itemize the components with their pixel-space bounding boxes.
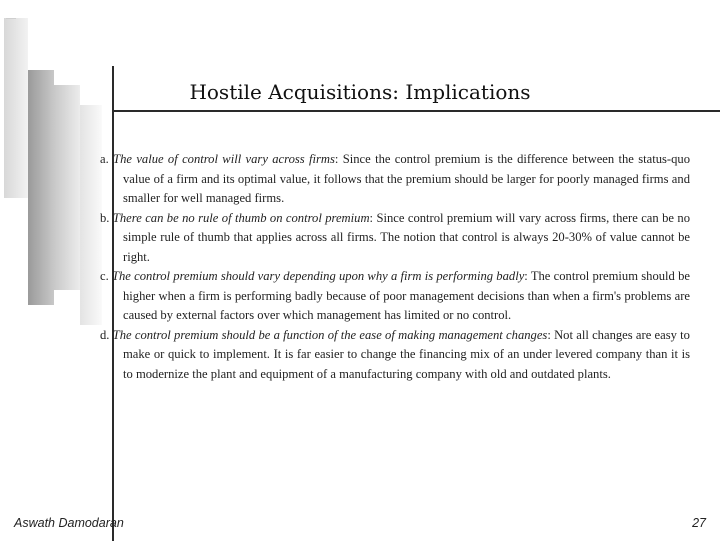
page-number: 27 (692, 516, 706, 530)
item-marker: a. (100, 152, 109, 166)
slide-title: Hostile Acquisitions: Implications (189, 80, 531, 104)
decorative-bar-4 (80, 105, 102, 325)
item-body: : Not all changes are easy to make or quick to implement. It is far easier to change the financing mix of an under levered company than it is to modernize the plant and equipment of a manufacturing company with old and outdated plants. (123, 327, 690, 381)
footer-author: Aswath Damodaran (14, 516, 124, 530)
item-lead: The control premium should vary depending upon why a firm is performing badly (112, 269, 525, 283)
decorative-bar-3 (54, 85, 80, 290)
item-body: : Since the control premium is the difference between the status-quo value of a firm and its optimal value, it follows that the premium should be larger for poorly managed firms and smaller for well managed firms. (123, 152, 690, 205)
item-marker: c. (100, 269, 109, 283)
item-lead: The value of control will vary across firms (113, 152, 335, 166)
item-lead: The control premium should be a function of the ease of making management changes (112, 327, 548, 342)
item-body: : Since control premium will vary across firms, there can be no simple rule of thumb that applies across all firms. The notion that control is always 20-30% of value cannot be right. (123, 210, 690, 264)
slide-content (100, 150, 690, 384)
decorative-bar-2 (28, 70, 54, 305)
item-lead: There can be no rule of thumb on control premium (112, 210, 370, 225)
horizontal-rule (112, 110, 720, 112)
list-item-d (100, 326, 690, 385)
corner-mark (6, 18, 16, 19)
item-body: : The control premium should be higher when a firm is performing badly because of poor management decisions than when a firm's problems are caused by external factors over which management has limited or no control. (123, 269, 690, 322)
decorative-bar-1 (4, 18, 28, 198)
list-item-b (100, 209, 690, 268)
item-marker: d. (100, 327, 110, 342)
list-item-c (100, 267, 690, 326)
list-item-a (100, 150, 690, 209)
item-marker: b. (100, 210, 110, 225)
